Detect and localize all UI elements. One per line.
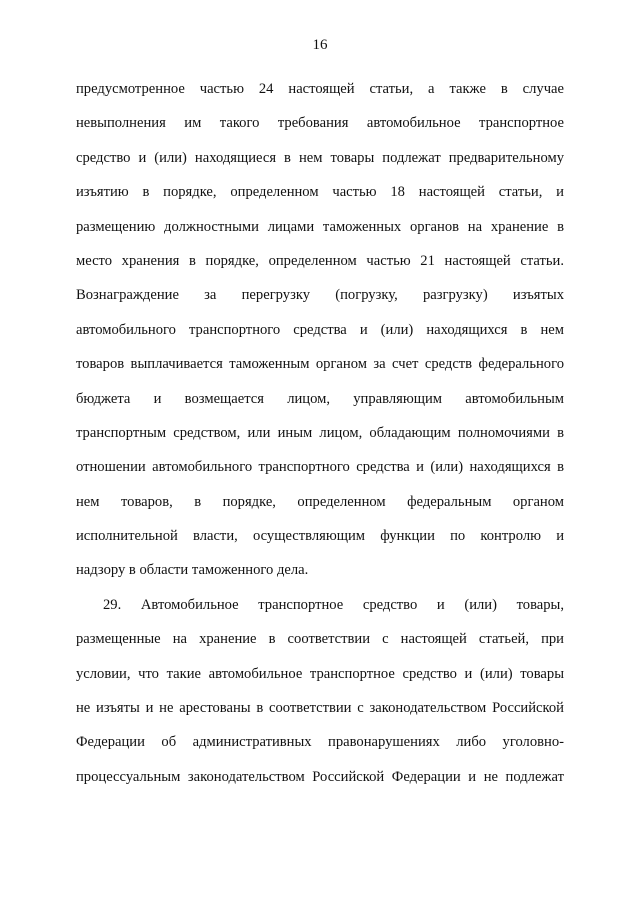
text-line: невыполнения им такого требования автомобильное транспортное [76, 115, 564, 132]
text-line: изъятию в порядке, определенном частью 18 настоящей статьи, и [76, 184, 564, 201]
text-line: транспортным средством, или иным лицом, обладающим полномочиями в [76, 424, 564, 441]
text-line: автомобильного транспортного средства и (или) находящихся в нем [76, 321, 564, 338]
text-line: процессуальным законодательством Российской Федерации и не подлежат [76, 768, 564, 785]
text-line: исполнительной власти, осуществляющим функции по контролю и [76, 528, 564, 545]
text-line: условии, что такие автомобильное транспортное средство и (или) товары [76, 665, 564, 682]
text-line: отношении автомобильного транспортного средства и (или) находящихся в [76, 459, 564, 476]
text-line: не изъяты и не арестованы в соответствии с законодательством Российской [76, 700, 564, 717]
text-line: Вознаграждение за перегрузку (погрузку, разгрузку) изъятых [76, 287, 564, 304]
page-number: 16 [312, 37, 328, 53]
text-line: размещенные на хранение в соответствии с настоящей статьей, при [76, 631, 564, 648]
text-line: бюджета и возмещается лицом, управляющим автомобильным [76, 390, 564, 407]
text-line: товаров выплачивается таможенным органом за счет средств федерального [76, 356, 564, 373]
text-line: место хранения в порядке, определенном частью 21 настоящей статьи. [76, 252, 564, 269]
text-line: Федерации об административных правонарушениях либо уголовно- [76, 734, 564, 751]
text-line: предусмотренное частью 24 настоящей статьи, а также в случае [76, 81, 564, 97]
text-line: средство и (или) находящиеся в нем товары подлежат предварительному [76, 149, 564, 166]
text-line: нем товаров, в порядке, определенном федеральным органом [76, 493, 564, 510]
text-line: надзору в области таможенного дела. [76, 562, 309, 579]
document-body [76, 72, 564, 794]
text-line: 29. Автомобильное транспортное средство и (или) товары, [103, 596, 564, 613]
text-line: размещению должностными лицами таможенных органов на хранение в [76, 218, 564, 235]
